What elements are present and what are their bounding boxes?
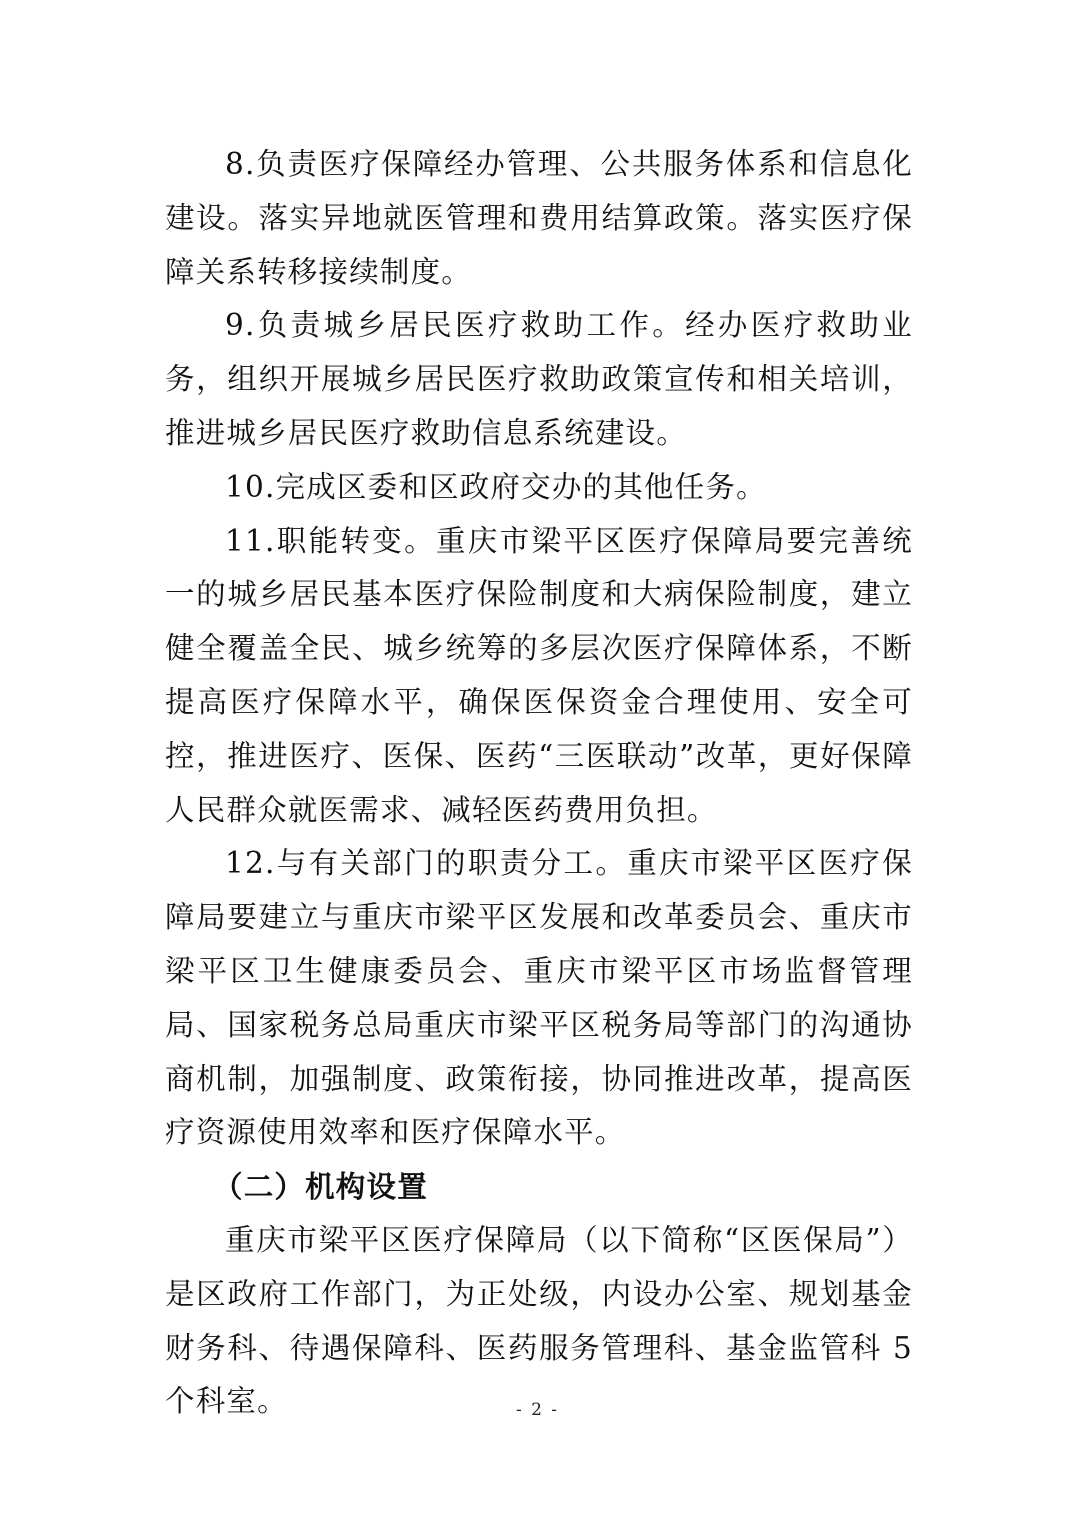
paragraph-item-8: 8.负责医疗保障经办管理、公共服务体系和信息化建设。落实异地就医管理和费用结算政策。落实医疗保障关系转移接续制度。 — [165, 147, 913, 289]
paragraph-item-9: 9.负责城乡居民医疗救助工作。经办医疗救助业务，组织开展城乡居民医疗救助政策宣传和相关培训，推进城乡居民医疗救助信息系统建设。 — [165, 308, 913, 450]
paragraph-item-11: 11.职能转变。重庆市梁平区医疗保障局要完善统一的城乡居民基本医疗保险制度和大病保险制度，建立健全覆盖全民、城乡统筹的多层次医疗保障体系，不断提高医疗保障水平，确保医保资金合理使用、安全可控，推进医疗、医保、医药“三医联动”改革，更好保障人民群众就医需求、减轻医药费用负担。 — [165, 523, 913, 827]
document-body — [165, 138, 913, 1429]
paragraph-organization: 重庆市梁平区医疗保障局（以下简称“区医保局”）是区政府工作部门，为正处级，内设办公室、规划基金财务科、待遇保障科、医药服务管理科、基金监管科 5 个科室。 — [165, 1222, 913, 1419]
section-heading-organization: （二）机构设置 — [213, 1169, 428, 1205]
paragraph-item-10: 10.完成区委和区政府交办的其他任务。 — [225, 469, 767, 504]
page-number: - 2 - — [515, 1400, 560, 1420]
paragraph-item-12: 12.与有关部门的职责分工。重庆市梁平区医疗保障局要建立与重庆市梁平区发展和改革委员会、重庆市梁平区卫生健康委员会、重庆市梁平区市场监督管理局、国家税务总局重庆市梁平区税务局等部门的沟通协商机制，加强制度、政策衔接，协同推进改革，提高医疗资源使用效率和医疗保障水平。 — [165, 846, 913, 1150]
